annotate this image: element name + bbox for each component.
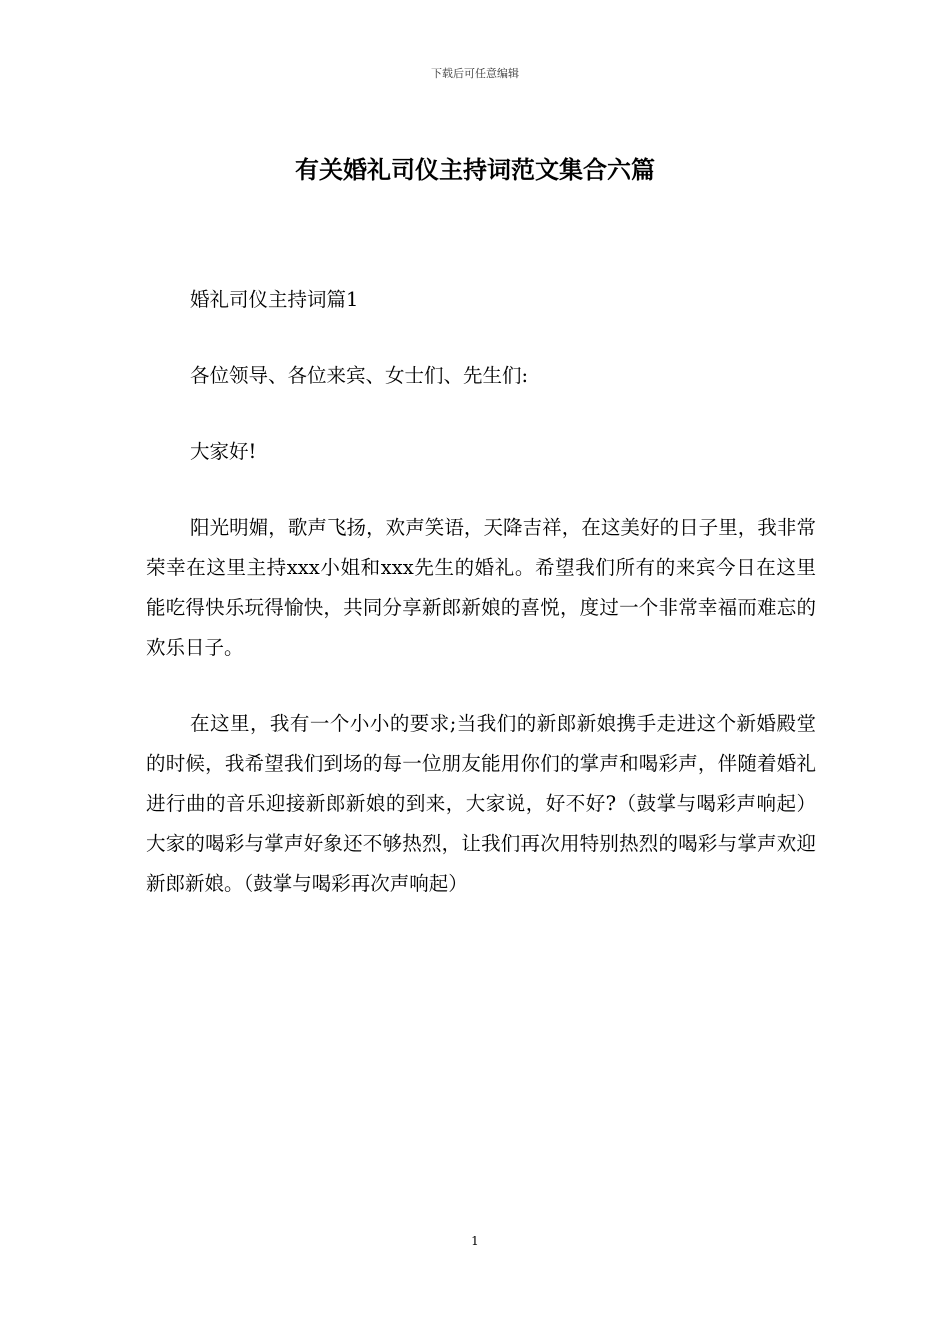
salutation-paragraph: 各位领导、各位来宾、女士们、先生们: [190, 364, 529, 387]
body-paragraph: 在这里，我有一个小小的要求;当我们的新郎新娘携手走进这个新婚殿堂的时候，我希望我们到场的每一位朋友能用你们的掌声和喝彩声，伴随着婚礼进行曲的音乐迎接新郎新娘的到来，大家说，好不好?（鼓掌与喝彩声响起）大家的喝彩与掌声好象还不够热烈，让我们再次用特别热烈的喝彩与掌声欢迎新郎新娘。（鼓掌与喝彩再次声响起） [146, 712, 816, 895]
document-body [146, 280, 816, 940]
document-title: 有关婚礼司仪主持词范文集合六篇 [295, 155, 655, 184]
page-number: 1 [471, 1234, 479, 1248]
page-header-note: 下载后可任意编辑 [431, 67, 519, 80]
section-heading: 婚礼司仪主持词篇1 [190, 288, 359, 311]
body-paragraph: 阳光明媚，歌声飞扬，欢声笑语，天降吉祥，在这美好的日子里，我非常荣幸在这里主持xxx小姐和xxx先生的婚礼。希望我们所有的来宾今日在这里能吃得快乐玩得愉快，共同分享新郎新娘的喜悦，度过一个非常幸福而难忘的欢乐日子。 [146, 516, 816, 659]
greeting-paragraph: 大家好! [190, 440, 257, 463]
